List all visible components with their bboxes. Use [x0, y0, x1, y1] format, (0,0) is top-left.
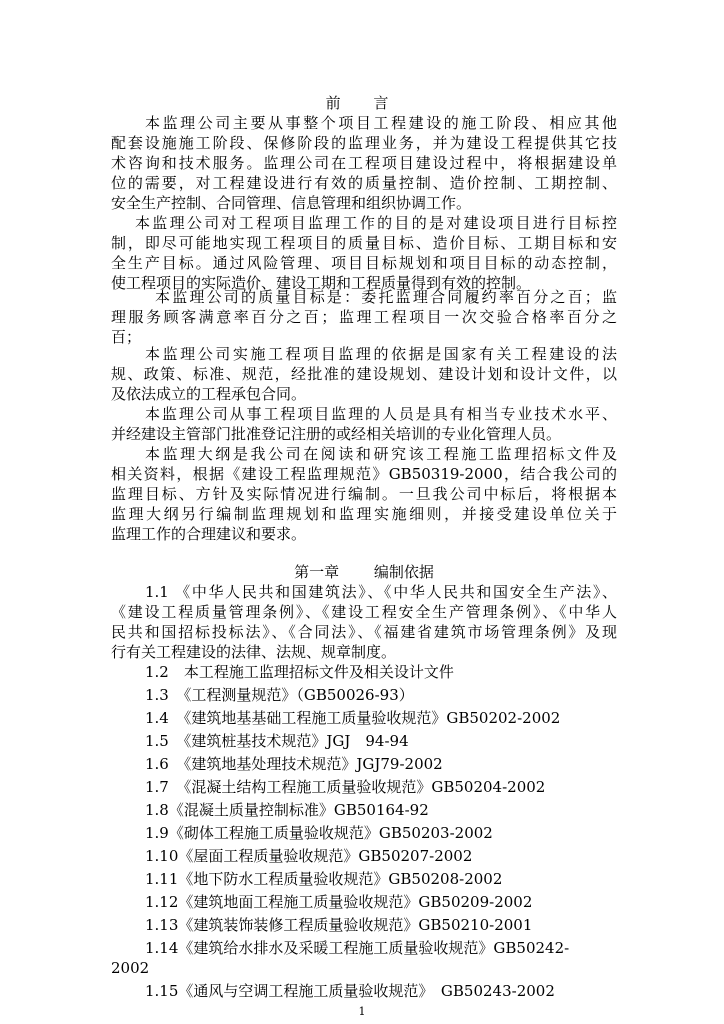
- basis-item: 1.11《地下防水工程质量验收规范》GB50208-2002: [145, 870, 503, 888]
- basis-item: 1.9《砌体工程施工质量验收规范》GB50203-2002: [145, 824, 493, 842]
- basis-item: 1.13《建筑装饰装修工程质量验收规范》GB50210-2001: [145, 916, 533, 934]
- preface-line: 使工程项目的实际造价、建设工期和工程质量得到有效的控制。: [111, 274, 532, 292]
- preface-line: 百；: [111, 328, 142, 346]
- basis-item: 1.7 《混凝土结构工程施工质量验收规范》GB50204-2002: [145, 778, 546, 796]
- preface-line: 本监理公司实施工程项目监理的依据是国家有关工程建设的法: [145, 345, 617, 363]
- preface-line: 术咨询和技术服务。监理公司在工程项目建设过程中，将根据建设单: [111, 154, 617, 172]
- basis-item: 1.15《通风与空调工程施工质量验收规范》 GB50243-2002: [145, 982, 555, 1000]
- preface-line: 及依法成立的工程承包合同。: [111, 385, 307, 403]
- preface-line: 规、政策、标准、规范，经批准的建设规划、建设计划和设计文件，以: [111, 365, 617, 383]
- preface-line: 本监理公司从事工程项目监理的人员是具有相当专业技术水平、: [145, 405, 617, 423]
- preface-line: 安全生产控制、合同管理、信息管理和组织协调工作。: [111, 194, 472, 212]
- basis-item: 1.8《混凝土质量控制标准》GB50164-92: [145, 801, 429, 819]
- basis-line: 行有关工程建设的法律、法规、规章制度。: [111, 643, 397, 661]
- basis-item: 1.6 《建筑地基处理技术规范》JGJ79-2002: [145, 755, 443, 773]
- chapter-title: 第一章 编制依据: [294, 563, 434, 581]
- basis-item: 1.12《建筑地面工程施工质量验收规范》GB50209-2002: [145, 893, 533, 911]
- basis-item: 1.14《建筑给水排水及采暖工程施工质量验收规范》GB50242-: [145, 939, 570, 957]
- preface-line: 配套设施施工阶段、保修阶段的监理业务，并为建设工程提供其它技: [111, 134, 617, 152]
- basis-line: 1.1 《中华人民共和国建筑法》、《中华人民共和国安全生产法》、: [145, 583, 617, 601]
- preface-line: 本监理大纲是我公司在阅读和研究该工程施工监理招标文件及: [145, 445, 617, 463]
- basis-item: 1.2 本工程施工监理招标文件及相关设计文件: [145, 663, 454, 681]
- basis-item: 1.4 《建筑地基基础工程施工质量验收规范》GB50202-2002: [145, 709, 561, 727]
- page-number: 1: [358, 1005, 366, 1018]
- preface-line: 监理目标、方针及实际情况进行编制。一旦我公司中标后，将根据本: [111, 485, 617, 503]
- preface-line: 制，即尽可能地实现工程项目的质量目标、造价目标、工期目标和安: [111, 234, 617, 252]
- preface-line: 本监理公司对工程项目监理工作的目的是对建设项目进行目标控: [135, 214, 617, 232]
- basis-line: 民共和国招标投标法》、《合同法》、《福建省建筑市场管理条例》及现: [111, 623, 617, 641]
- basis-item: 1.10《屋面工程质量验收规范》GB50207-2002: [145, 847, 473, 865]
- preface-line: 本监理公司的质量目标是：委托监理合同履约率百分之百；监: [155, 288, 617, 306]
- preface-line: 监理大纲另行编制监理规划和监理实施细则，并接受建设单位关于: [111, 505, 617, 523]
- basis-item: 1.3 《工程测量规范》（GB50026-93）: [145, 686, 414, 704]
- basis-item: 2002: [111, 959, 150, 977]
- preface-line: 本监理公司主要从事整个项目工程建设的施工阶段、相应其他: [145, 114, 617, 132]
- preface-title: 前 言: [325, 94, 403, 112]
- basis-item: 1.5 《建筑桩基技术规范》JGJ 94-94: [145, 732, 409, 750]
- preface-line: 全生产目标。通过风险管理、项目目标规划和项目目标的动态控制，: [111, 254, 617, 272]
- preface-line: 理服务顾客满意率百分之百；监理工程项目一次交验合格率百分之: [111, 308, 617, 326]
- preface-line: 并经建设主管部门批准登记注册的或经相关培训的专业化管理人员。: [111, 425, 562, 443]
- preface-line: 相关资料，根据《建设工程监理规范》GB50319-2000，结合我公司的: [111, 465, 617, 483]
- preface-line: 监理工作的合理建议和要求。: [111, 525, 307, 543]
- basis-line: 《建设工程质量管理条例》、《建设工程安全生产管理条例》、《中华人: [111, 603, 617, 621]
- preface-line: 位的需要，对工程建设进行有效的质量控制、造价控制、工期控制、: [111, 174, 617, 192]
